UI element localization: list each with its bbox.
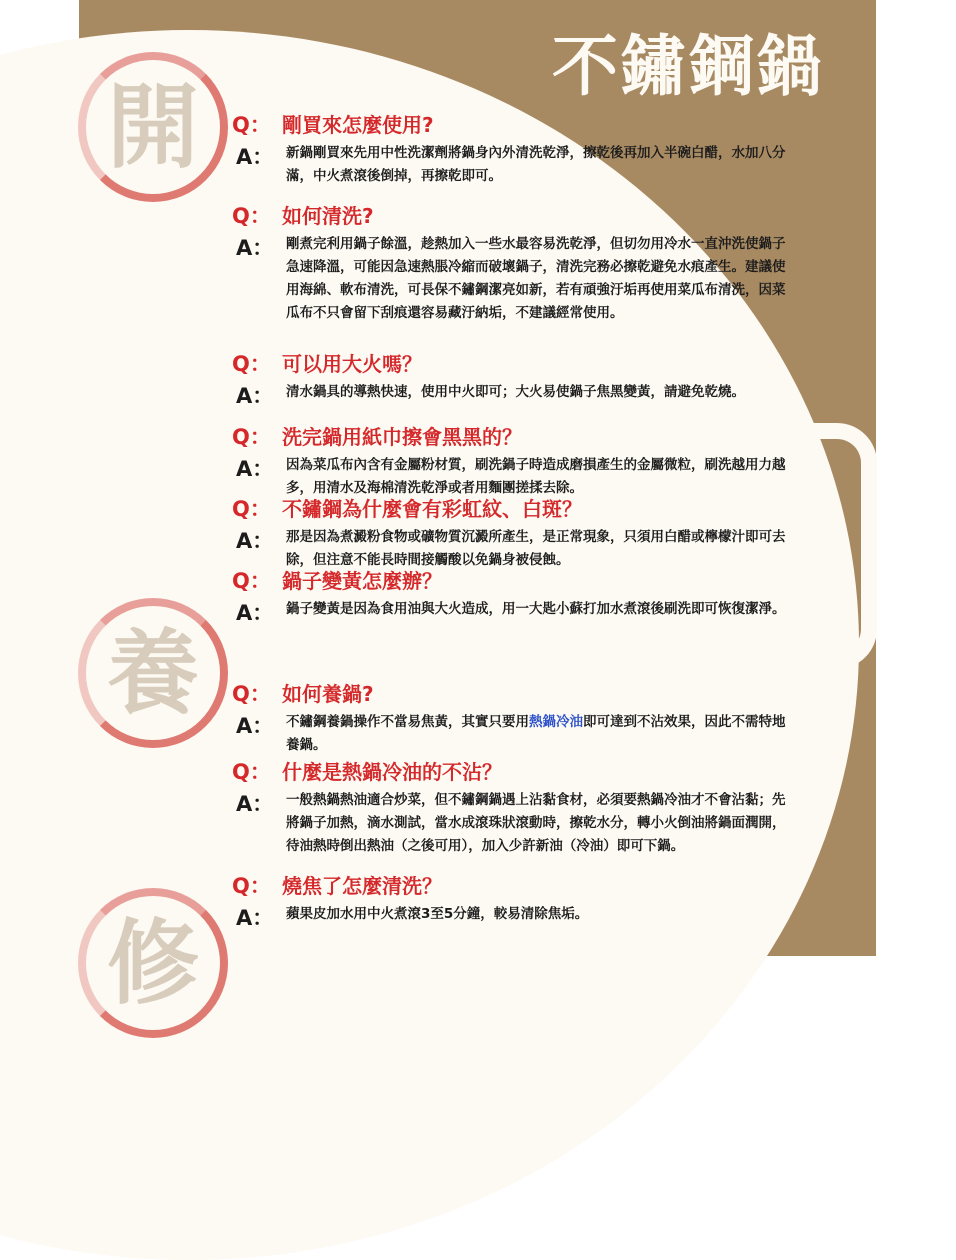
answer-text: [286, 711, 796, 757]
question-text: 燒焦了怎麼清洗？: [282, 874, 442, 898]
faq-item: [232, 349, 796, 408]
answer-text-part: 不鏽鋼養鍋操作不當易焦黃，其實只要用: [286, 714, 529, 730]
faq-answer: [232, 233, 796, 325]
a-label: A：: [236, 236, 274, 260]
q-label: Q：: [232, 874, 271, 898]
faq-item: [232, 679, 796, 757]
faq-question: [232, 422, 796, 452]
faq-item: [232, 494, 796, 572]
answer-text: 剛煮完利用鍋子餘溫，趁熱加入一些水最容易洗乾淨，但切勿用冷水一直沖洗使鍋子急速降溫，可能因急速熱脹冷縮而破壞鍋子，清洗完務必擦乾避免水痕產生。建議使用海綿、軟布清洗，可長保不鏽鋼潔亮如新，若有頑強汙垢再使用菜瓜布清洗，因菜瓜布不只會留下刮痕還容易藏汙納垢，不建議經常使用。: [286, 236, 786, 321]
faq-answer: [232, 789, 796, 858]
question-text: 可以用大火嗎？: [282, 352, 422, 376]
seal-char: 修: [106, 909, 199, 1017]
question-text: 不鏽鋼為什麼會有彩虹紋、白斑？: [282, 497, 582, 521]
q-label: Q：: [232, 682, 271, 706]
answer-text: 清水鍋具的導熱快速，使用中火即可；大火易使鍋子焦黑變黃，請避免乾燒。: [286, 384, 745, 400]
faq-answer: [232, 903, 796, 930]
answer-text: 蘋果皮加水用中火煮滾3至5分鐘，較易清除焦垢。: [286, 906, 589, 922]
seal-char: 開: [106, 73, 199, 181]
q-label: Q：: [232, 352, 271, 376]
answer-text: 一般熱鍋熱油適合炒菜，但不鏽鋼鍋遇上沾黏食材，必須要熱鍋冷油才不會沾黏；先將鍋子加熱，滴水測試，當水成滾珠狀滾動時，擦乾水分，轉小火倒油將鍋面潤開，待油熱時倒出熱油（之後可用），加入少許新油（冷油）即可下鍋。: [286, 792, 786, 854]
q-label: Q：: [232, 760, 271, 784]
answer-highlight: 熱鍋冷油: [529, 714, 583, 730]
faq-question: [232, 349, 796, 379]
faq-answer: [232, 598, 796, 625]
a-label: A：: [236, 529, 274, 553]
seal-open-icon: [78, 52, 228, 202]
seal-repair-icon: [78, 888, 228, 1038]
faq-question: [232, 494, 796, 524]
answer-text-part: 即可達到不沾效果，因此不需特地養鍋。: [286, 714, 786, 753]
question-text: 什麼是熱鍋冷油的不沾？: [282, 760, 502, 784]
faq-item: [232, 201, 796, 325]
q-label: Q：: [232, 569, 271, 593]
faq-item: [232, 757, 796, 858]
seal-season-icon: [78, 598, 228, 748]
answer-text: 因為菜瓜布內含有金屬粉材質，刷洗鍋子時造成磨損產生的金屬微粒，刷洗越用力越多，用清水及海棉清洗乾淨或者用麵團搓揉去除。: [286, 457, 786, 496]
q-label: Q：: [232, 425, 271, 449]
faq-question: [232, 679, 796, 709]
a-label: A：: [236, 457, 274, 481]
faq-question: [232, 201, 796, 231]
faq-question: [232, 871, 796, 901]
answer-text: 鍋子變黃是因為食用油與大火造成，用一大匙小蘇打加水煮滾後刷洗即可恢復潔淨。: [286, 601, 786, 617]
faq-item: [232, 566, 796, 625]
question-text: 如何養鍋?: [282, 682, 374, 706]
faq-question: [232, 566, 796, 596]
q-label: Q：: [232, 113, 271, 137]
a-label: A：: [236, 906, 274, 930]
a-label: A：: [236, 714, 274, 738]
a-label: A：: [236, 145, 274, 169]
q-label: Q：: [232, 497, 271, 521]
question-text: 鍋子變黃怎麼辦？: [282, 569, 442, 593]
faq-item: [232, 110, 796, 188]
pot-handle-shape: [793, 423, 877, 669]
a-label: A：: [236, 792, 274, 816]
a-label: A：: [236, 384, 274, 408]
seal-char: 養: [106, 619, 199, 727]
faq-answer: [232, 142, 796, 188]
faq-item: [232, 422, 796, 500]
question-text: 如何清洗?: [282, 204, 374, 228]
question-text: 洗完鍋用紙巾擦會黑黑的？: [282, 425, 522, 449]
faq-item: [232, 871, 796, 930]
faq-answer: [232, 381, 796, 408]
a-label: A：: [236, 601, 274, 625]
faq-question: [232, 110, 796, 140]
q-label: Q：: [232, 204, 271, 228]
poster-title: 不鏽鋼鍋: [552, 28, 824, 105]
answer-text: 新鍋剛買來先用中性洗潔劑將鍋身內外清洗乾淨，擦乾後再加入半碗白醋，水加八分滿，中火煮滾後倒掉，再擦乾即可。: [286, 145, 786, 184]
faq-question: [232, 757, 796, 787]
question-text: 剛買來怎麼使用?: [282, 113, 434, 137]
faq-answer: [232, 711, 796, 757]
answer-text: 那是因為煮澱粉食物或礦物質沉澱所產生，是正常現象，只須用白醋或檸檬汁即可去除，但注意不能長時間接觸酸以免鍋身被侵蝕。: [286, 529, 786, 568]
